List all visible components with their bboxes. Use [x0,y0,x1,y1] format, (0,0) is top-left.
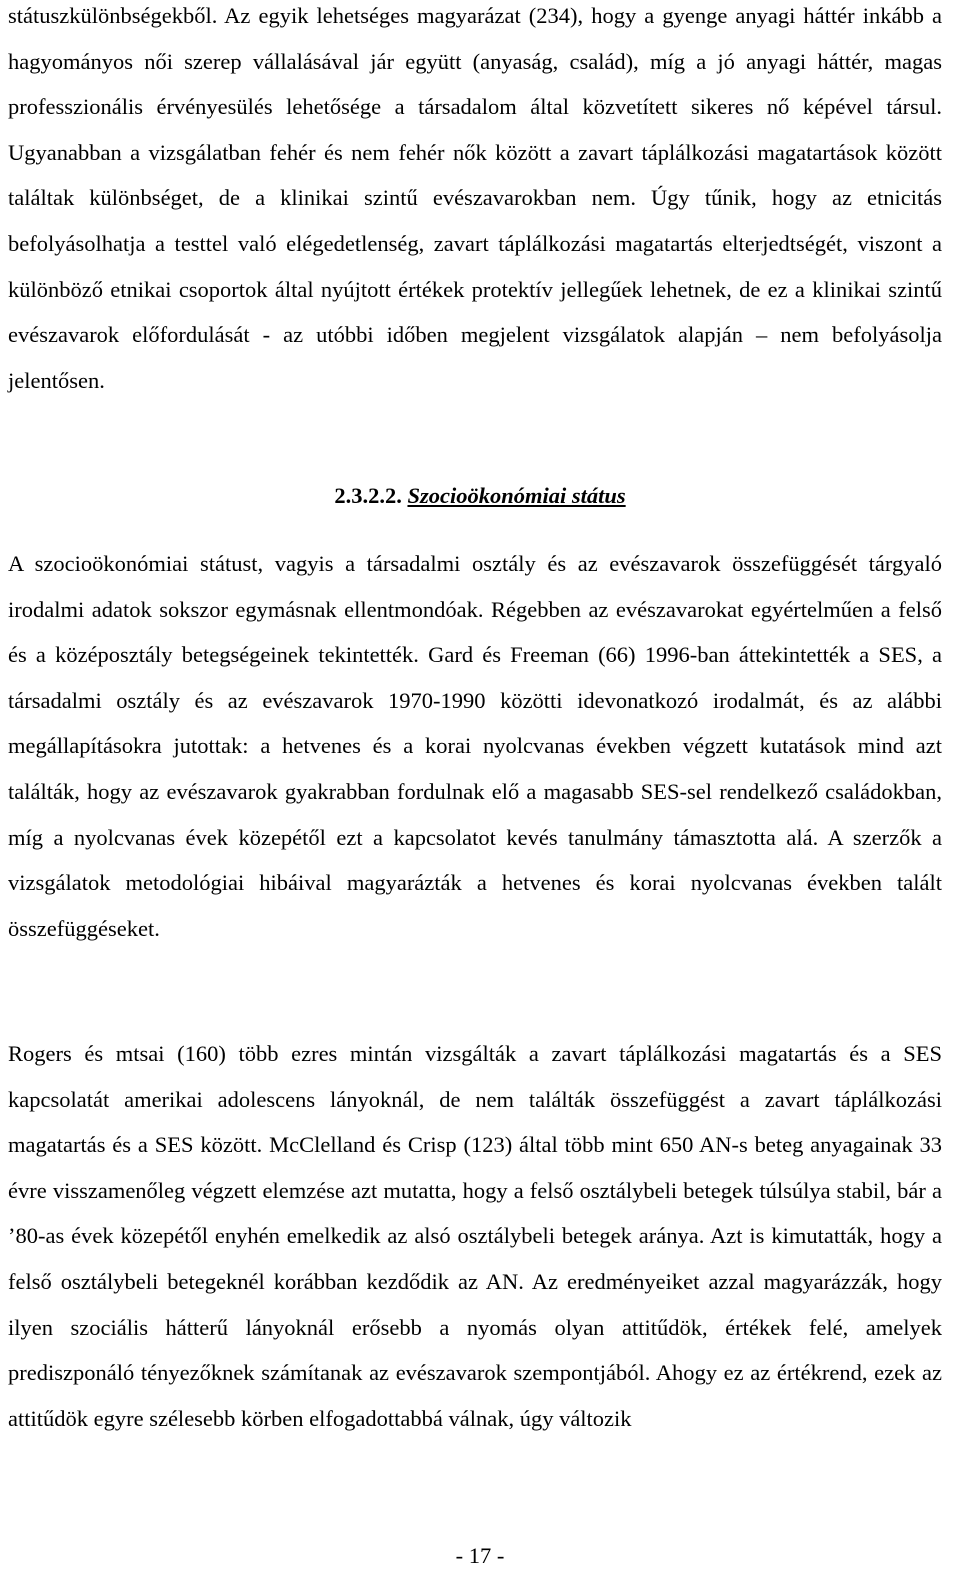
body-paragraph-ethnicity: státuszkülönbségekből. Az egyik lehetséges magyarázat (234), hogy a gyenge anyagi háttér inkább a hagyományos női szerep vállalásával jár együtt (anyaság, család), míg a jó anyagi háttér, magas professzionális érvényesülés lehetősége a társadalom által közvetített sikeres nő képével társul. Ugyanabban a vizsgálatban fehér és nem fehér nők között a zavart táplálkozási magatartások között találtak különbséget, de a klinikai szintű evészavarokban nem. Úgy tűnik, hogy az etnicitás befolyásolhatja a testtel való elégedetlenség, zavart táplálkozási magatartás elterjedtségét, viszont a különböző etnikai csoportok által nyújtott értékek protektív jellegűek lehetnek, de ez a klinikai szintű evészavarok előfordulását - az utóbbi időben megjelent vizsgálatok alapján – nem befolyásolja jelentősen. [8,3,942,393]
body-paragraph-ses-studies: Rogers és mtsai (160) több ezres mintán vizsgálták a zavart táplálkozási magatartás és a SES kapcsolatát amerikai adolescens lányoknál, de nem találták összefüggést a zavart táplálkozási magatartás és a SES között. McClelland és Crisp (123) által több mint 650 AN-s beteg anyagainak 33 évre visszamenőleg végzett elemzése azt mutatta, hogy a felső osztálybeli betegek túlsúlya stabil, bár a ’80-as évek közepétől enyhén emelkedik az alsó osztálybeli betegek aránya. Azt is kimutatták, hogy a felső osztálybeli betegeknél korábban kezdődik az AN. Az eredményeiket azzal magyarázzák, hogy ilyen szociális hátterű lányoknál erősebb a nyomás olyan attitűdök, értékek felé, amelyek prediszponáló tényezőknek számítanak az evészavarok szempontjából. Ahogy ez az értékrend, ezek az attitűdök egyre szélesebb körben elfogadottabbá válnak, úgy változik [8,1041,942,1431]
section-number: 2.3.2.2. [334,483,402,508]
body-paragraph-ses-overview: A szocioökonómiai státust, vagyis a társadalmi osztály és az evészavarok összefüggését tárgyaló irodalmi adatok sokszor egymásnak ellentmondóak. Régebben az evészavarokat egyértelműen a felső és a középosztály betegségeinek tekintették. Gard és Freeman (66) 1996-ban áttekintették a SES, a társadalmi osztály és az evészavarok 1970-1990 közötti idevonatkozó irodalmát, és az alábbi megállapításokra jutottak: a hetvenes és a korai nyolcvanas években végzett kutatások mind azt találták, hogy az evészavarok gyakrabban fordulnak elő a magasabb SES-sel rendelkező családokban, míg a nyolcvanas évek közepétől ezt a kapcsolatot kevés tanulmány támasztotta alá. A szerzők a vizsgálatok metodológiai hibáival magyarázták a hetvenes és korai nyolcvanas években talált összefüggéseket. [8,551,942,941]
page-number: - 17 - [455,1543,505,1568]
section-heading [0,476,960,516]
section-title: Szocioökonómiai státus [407,483,626,508]
